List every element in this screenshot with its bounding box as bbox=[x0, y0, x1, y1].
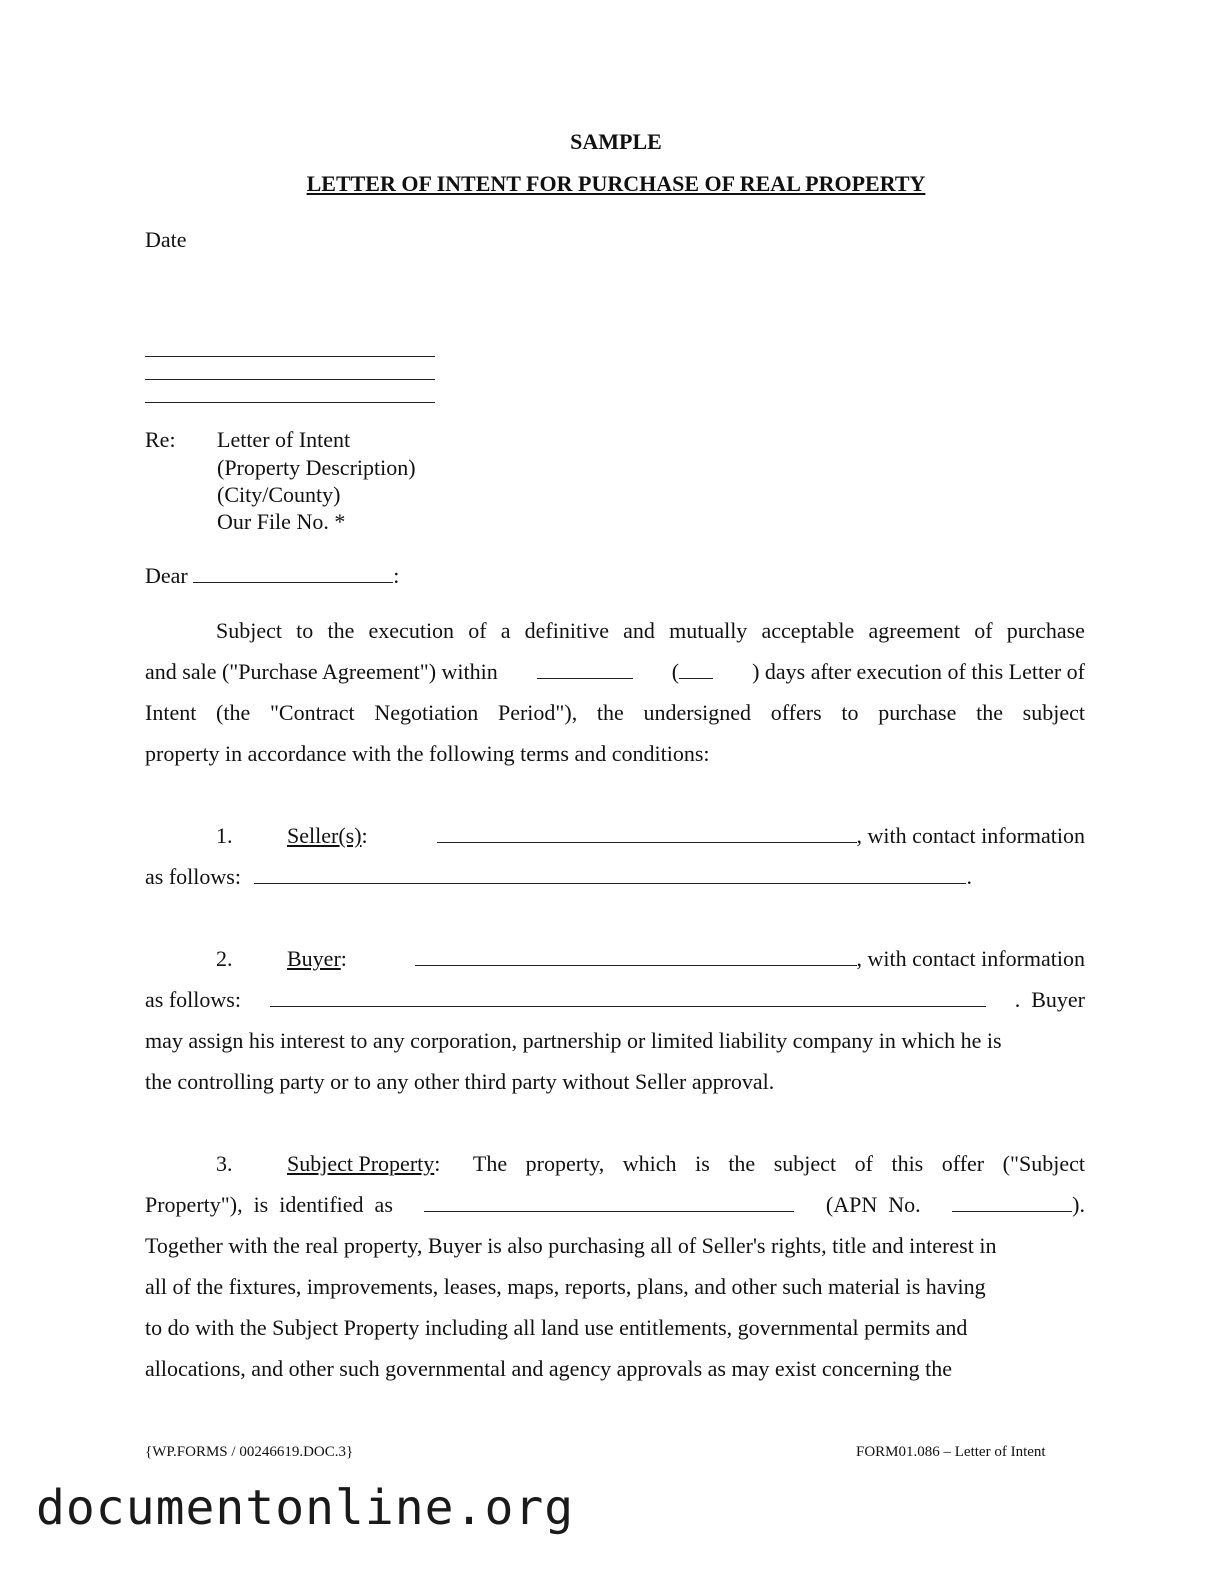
word: ("Subject bbox=[1002, 1151, 1085, 1176]
word: execution bbox=[368, 618, 455, 643]
colon: : bbox=[434, 1151, 441, 1176]
word: purchase bbox=[1006, 618, 1085, 643]
text: , with contact information bbox=[856, 946, 1085, 971]
heading-text: Seller(s) bbox=[287, 823, 362, 848]
word: subject bbox=[1022, 700, 1085, 725]
item-number: 3. bbox=[216, 1151, 233, 1176]
salutation bbox=[145, 563, 399, 589]
period: . bbox=[966, 864, 972, 889]
word: The bbox=[472, 1151, 508, 1176]
word: the bbox=[596, 700, 624, 725]
word: Negotiation bbox=[374, 700, 479, 725]
word: Subject bbox=[216, 618, 282, 643]
salutation-suffix: : bbox=[393, 563, 400, 588]
word: offer bbox=[941, 1151, 985, 1176]
paren-open: ( bbox=[671, 659, 680, 684]
re-line: Letter of Intent bbox=[217, 427, 351, 452]
sellers-blank-group bbox=[437, 823, 1086, 849]
address-line-1[interactable] bbox=[145, 356, 435, 357]
re-line: (Property Description) bbox=[217, 455, 416, 480]
item-number: 2. bbox=[216, 946, 233, 971]
word: "Contract bbox=[269, 700, 355, 725]
word: undersigned bbox=[643, 700, 752, 725]
word: Period"), bbox=[497, 700, 578, 725]
footer-form-number: FORM01.086 – Letter of Intent bbox=[856, 1444, 1046, 1460]
intro-line-2 bbox=[145, 659, 1085, 685]
colon: : bbox=[361, 823, 368, 848]
property-line-3: Together with the real property, Buyer is also purchasing all of Seller's rights, title and interest in bbox=[145, 1233, 997, 1258]
word: Intent bbox=[145, 700, 197, 725]
re-line: Our File No. * bbox=[217, 509, 346, 534]
word: offers bbox=[770, 700, 822, 725]
sellers-line-2 bbox=[145, 864, 972, 890]
text: (APN No. bbox=[825, 1192, 921, 1217]
intro-line-4: property in accordance with the following terms and conditions: bbox=[145, 741, 710, 766]
word: the bbox=[728, 1151, 756, 1176]
word: to bbox=[296, 618, 314, 643]
word: of bbox=[468, 618, 487, 643]
word: is bbox=[695, 1151, 710, 1176]
apn-number-blank[interactable] bbox=[952, 1210, 1072, 1212]
days-words-blank[interactable] bbox=[537, 677, 633, 679]
sellers-heading bbox=[287, 823, 368, 849]
property-line-4: all of the fixtures, improvements, leases, maps, reports, plans, and other such material is having bbox=[145, 1274, 986, 1299]
word: purchase bbox=[878, 700, 957, 725]
text: as follows: bbox=[145, 864, 241, 889]
word: the bbox=[976, 700, 1003, 725]
recipient-name-blank[interactable] bbox=[193, 581, 393, 583]
re-line: (City/County) bbox=[217, 482, 341, 507]
word: which bbox=[622, 1151, 677, 1176]
property-identification-blank[interactable] bbox=[424, 1210, 794, 1212]
word: of bbox=[974, 618, 993, 643]
buyer-contact-blank[interactable] bbox=[270, 1005, 986, 1007]
document-title bbox=[0, 171, 1232, 197]
word: and bbox=[623, 618, 655, 643]
buyer-line-4: the controlling party or to any other third party without Seller approval. bbox=[145, 1069, 775, 1094]
word: of bbox=[854, 1151, 873, 1176]
site-watermark: documentonline.org bbox=[36, 1480, 575, 1536]
intro-line-3 bbox=[145, 700, 1085, 726]
heading-text: Buyer bbox=[287, 946, 341, 971]
heading-text: Subject Property bbox=[287, 1151, 435, 1176]
document-title-text: LETTER OF INTENT FOR PURCHASE OF REAL PROPERTY bbox=[306, 171, 926, 196]
word: a bbox=[500, 618, 511, 643]
buyer-blank-group bbox=[415, 946, 1086, 972]
address-line-3[interactable] bbox=[145, 402, 435, 403]
word: subject bbox=[773, 1151, 837, 1176]
document-heading-sample: SAMPLE bbox=[570, 129, 662, 154]
sellers-line-1 bbox=[287, 823, 1085, 849]
colon: : bbox=[340, 946, 347, 971]
word: acceptable bbox=[761, 618, 855, 643]
property-line-1 bbox=[287, 1151, 1085, 1177]
text: ). bbox=[1072, 1192, 1085, 1217]
property-line-6: allocations, and other such governmental and agency approvals as may exist concerning the bbox=[145, 1356, 953, 1381]
word: (the bbox=[216, 700, 251, 725]
buyer-line-1 bbox=[287, 946, 1085, 972]
word: property, bbox=[525, 1151, 605, 1176]
buyer-name-blank[interactable] bbox=[415, 964, 857, 966]
text: . Buyer bbox=[1014, 987, 1085, 1012]
property-line-2 bbox=[145, 1192, 1085, 1218]
re-label: Re: bbox=[145, 427, 176, 452]
address-line-2[interactable] bbox=[145, 379, 435, 380]
property-line-5: to do with the Subject Property including all land use entitlements, governmental permits and bbox=[145, 1315, 968, 1340]
date-label: Date bbox=[145, 227, 187, 252]
text: , with contact information bbox=[856, 823, 1085, 848]
footer-document-id: {WP.FORMS / 00246619.DOC.3} bbox=[145, 1444, 354, 1460]
word: this bbox=[891, 1151, 924, 1176]
word: definitive bbox=[524, 618, 609, 643]
apn-group bbox=[952, 1192, 1085, 1218]
buyer-heading bbox=[287, 946, 347, 972]
sellers-contact-blank[interactable] bbox=[254, 882, 966, 884]
sellers-name-blank[interactable] bbox=[437, 841, 857, 843]
days-number-group bbox=[672, 659, 713, 685]
word: mutually bbox=[669, 618, 748, 643]
property-heading bbox=[287, 1151, 440, 1177]
word: agreement bbox=[868, 618, 961, 643]
word: to bbox=[841, 700, 859, 725]
word: the bbox=[327, 618, 355, 643]
item-number: 1. bbox=[216, 823, 233, 848]
buyer-line-2 bbox=[145, 987, 1085, 1013]
text: as follows: bbox=[145, 987, 241, 1012]
text: and sale ("Purchase Agreement") within bbox=[145, 659, 498, 684]
buyer-line-3: may assign his interest to any corporation, partnership or limited liability company in which he is bbox=[145, 1028, 1002, 1053]
text: Property"), is identified as bbox=[145, 1192, 393, 1217]
days-number-blank[interactable] bbox=[679, 677, 713, 679]
intro-line-1 bbox=[216, 618, 1085, 644]
salutation-prefix: Dear bbox=[145, 563, 188, 588]
text: ) days after execution of this Letter of bbox=[752, 659, 1085, 684]
